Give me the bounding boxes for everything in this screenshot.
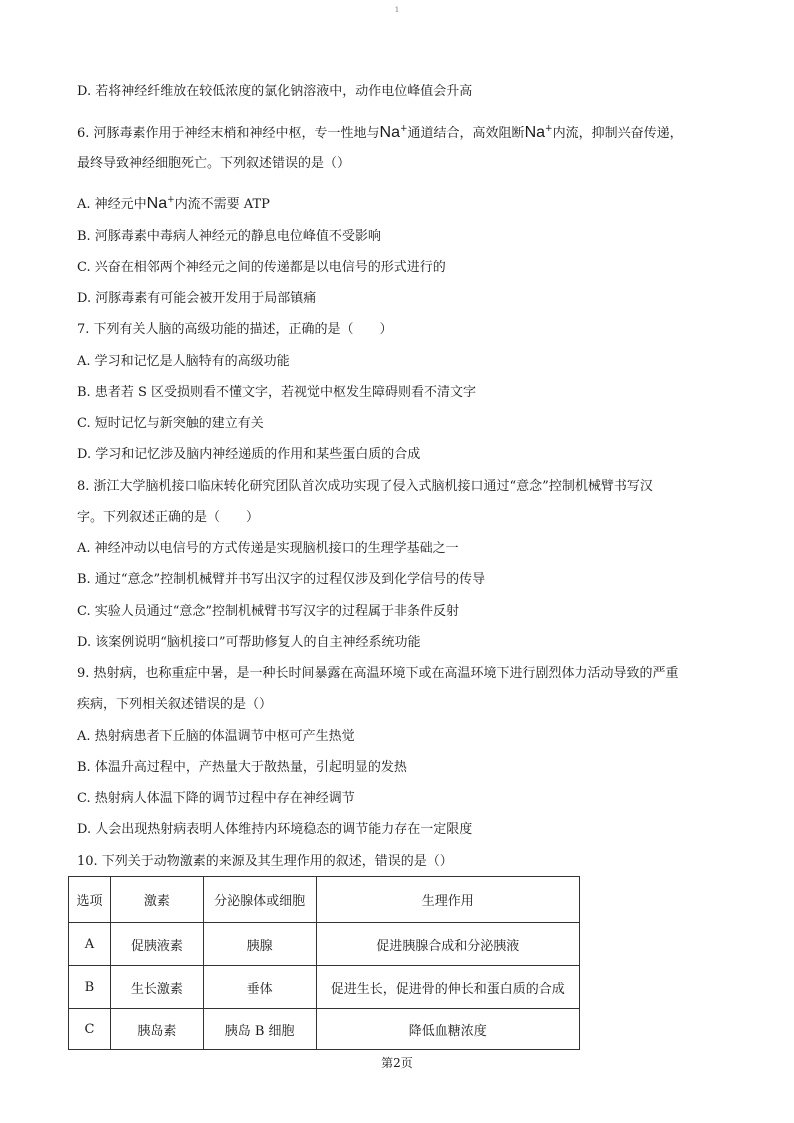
table-cell: 垂体 bbox=[203, 966, 316, 1009]
q8-option-b: B. 通过“意念”控制机械臂并书写出汉字的过程仅涉及到化学信号的传导 bbox=[77, 572, 486, 587]
table-row bbox=[69, 966, 580, 1009]
q6-option-b: B. 河豚毒素中毒病人神经元的静息电位峰值不受影响 bbox=[77, 229, 381, 244]
table-cell: 生长激素 bbox=[110, 966, 203, 1009]
q7-stem: 7. 下列有关人脑的高级功能的描述，正确的是（ ） bbox=[77, 322, 393, 337]
sodium-symbol: Na bbox=[524, 124, 546, 141]
q7-option-d: D. 学习和记忆涉及脑内神经递质的作用和某些蛋白质的合成 bbox=[77, 447, 421, 462]
table-cell: 胰岛素 bbox=[110, 1009, 203, 1050]
hormone-table bbox=[68, 876, 580, 1050]
column-header: 分泌腺体或细胞 bbox=[203, 877, 316, 923]
q10-stem: 10. 下列关于动物激素的来源及其生理作用的叙述，错误的是（） bbox=[77, 854, 453, 869]
q6-option-a-prefix: A. 神经元中 bbox=[77, 197, 147, 212]
table-cell: C bbox=[69, 1009, 111, 1050]
q6-stem-line2: 最终导致神经细胞死亡。下列叙述错误的是（） bbox=[77, 156, 351, 171]
q6-stem-part3: 内流，抑制兴奋传递， bbox=[552, 126, 683, 141]
q9-option-a: A. 热射病患者下丘脑的体温调节中枢可产生热觉 bbox=[77, 729, 355, 744]
sodium-charge: + bbox=[545, 124, 553, 134]
q7-option-c: C. 短时记忆与新突触的建立有关 bbox=[77, 416, 264, 431]
q9-option-c: C. 热射病人体温下降的调节过程中存在神经调节 bbox=[77, 791, 355, 806]
q9-stem-line1: 9. 热射病，也称重症中暑，是一种长时间暴露在高温环境下或在高温环境下进行剧烈体力活动导致的严重 bbox=[77, 666, 679, 681]
column-header: 选项 bbox=[69, 877, 111, 923]
q8-stem-line1: 8. 浙江大学脑机接口临床转化研究团队首次成功实现了侵入式脑机接口通过“意念”控制机械臂书写汉 bbox=[77, 479, 653, 494]
q9-option-b: B. 体温升高过程中，产热量大于散热量，引起明显的发热 bbox=[77, 760, 407, 775]
page-number: 第2页 bbox=[381, 1056, 413, 1070]
column-header: 生理作用 bbox=[316, 877, 580, 923]
column-header: 激素 bbox=[110, 877, 203, 923]
q9-option-d: D. 人会出现热射病表明人体维持内环境稳态的调节能力存在一定限度 bbox=[77, 822, 473, 837]
table-row bbox=[69, 1009, 580, 1050]
sodium-symbol: Na bbox=[146, 195, 168, 212]
table-cell: 促进胰腺合成和分泌胰液 bbox=[316, 923, 580, 966]
q6-stem-part2: 通道结合，高效阻断 bbox=[407, 126, 525, 141]
q6-option-a bbox=[77, 191, 270, 214]
page-top-mark: 1 bbox=[394, 6, 400, 14]
q9-stem-line2: 疾病，下列相关叙述错误的是（） bbox=[77, 697, 273, 712]
q8-option-c: C. 实验人员通过“意念”控制机械臂书写汉字的过程属于非条件反射 bbox=[77, 604, 460, 619]
table-cell: A bbox=[69, 923, 111, 966]
table-cell: 胰岛 B 细胞 bbox=[203, 1009, 316, 1050]
q6-stem-part1: 6. 河豚毒素作用于神经末梢和神经中枢，专一性地与 bbox=[77, 126, 380, 141]
q6-option-d: D. 河豚毒素有可能会被开发用于局部镇痛 bbox=[77, 291, 317, 306]
q8-stem-line2: 字。下列叙述正确的是（ ） bbox=[77, 510, 260, 525]
q7-option-a: A. 学习和记忆是人脑特有的高级功能 bbox=[77, 354, 290, 369]
q6-option-a-suffix: 内流不需要 ATP bbox=[174, 197, 270, 212]
q7-option-b: B. 患者若 S 区受损则看不懂文字，若视觉中枢发生障碍则看不清文字 bbox=[77, 385, 476, 400]
q8-option-a: A. 神经冲动以电信号的方式传递是实现脑机接口的生理学基础之一 bbox=[77, 541, 459, 556]
sodium-symbol: Na bbox=[379, 124, 400, 141]
q8-option-d: D. 该案例说明“脑机接口”可帮助修复人的自主神经系统功能 bbox=[77, 635, 421, 650]
table-cell: 促进生长，促进骨的伸长和蛋白质的合成 bbox=[316, 966, 580, 1009]
table-header-row bbox=[69, 877, 580, 923]
table-row bbox=[69, 923, 580, 966]
table-cell: 胰腺 bbox=[203, 923, 316, 966]
q6-stem-line1 bbox=[77, 120, 683, 143]
q5-option-d: D. 若将神经纤维放在较低浓度的氯化钠溶液中，动作电位峰值会升高 bbox=[77, 84, 473, 99]
table-cell: 降低血糖浓度 bbox=[316, 1009, 580, 1050]
sodium-charge: + bbox=[167, 195, 175, 205]
sodium-charge: + bbox=[400, 124, 408, 134]
table-cell: B bbox=[69, 966, 111, 1009]
table-cell: 促胰液素 bbox=[110, 923, 203, 966]
q6-option-c: C. 兴奋在相邻两个神经元之间的传递都是以电信号的形式进行的 bbox=[77, 260, 446, 275]
